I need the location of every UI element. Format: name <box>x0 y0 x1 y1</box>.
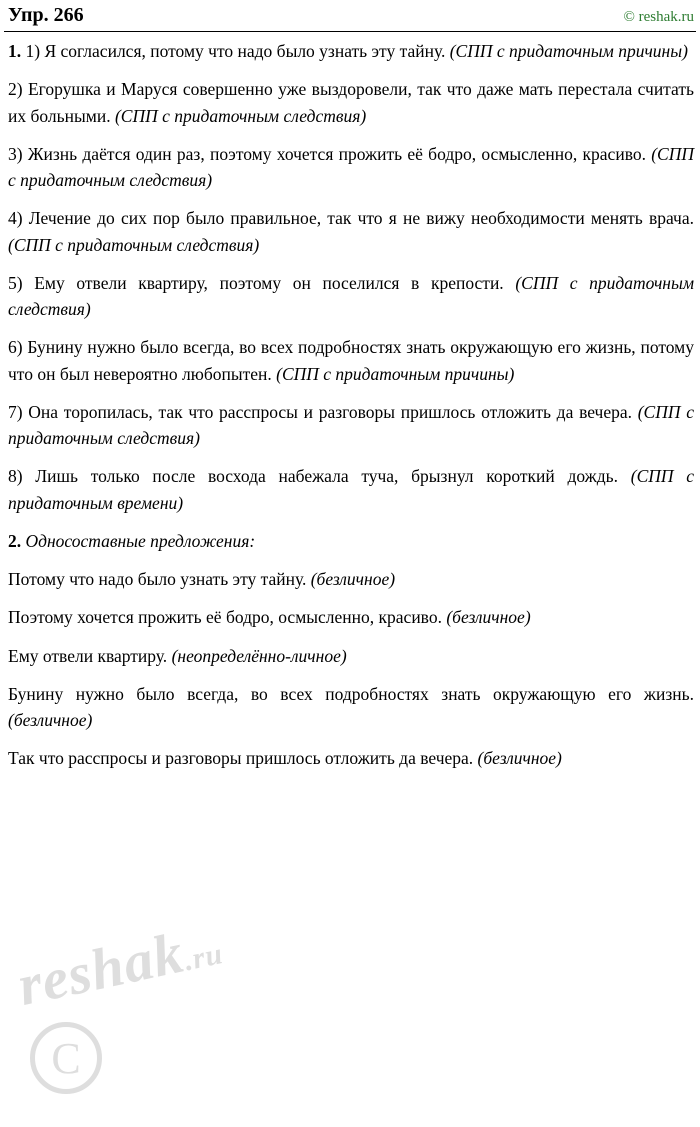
answer-item <box>8 463 694 516</box>
item-tag: (СПП с придаточным следствия) <box>8 234 260 255</box>
item-text: Я согласился, потому что надо было узнать эту тайну. <box>44 41 446 61</box>
item-label: 4) <box>8 208 23 229</box>
item-tag: (СПП с придаточным следствия) <box>8 272 694 319</box>
section-heading <box>8 528 694 554</box>
page-header <box>4 0 696 32</box>
watermark-suffix: .ru <box>181 937 227 978</box>
item-text: Она торопилась, так что расспросы и разговоры пришлось отложить да вечера. <box>28 401 633 422</box>
item-tag: (СПП с придаточным следствия) <box>8 401 694 448</box>
copyright-label: © reshak.ru <box>623 9 694 25</box>
item-text: Лишь только после восхода набежала туча, брызнул короткий дождь. <box>35 466 619 487</box>
section-title: Односоставные предложения: <box>25 530 256 551</box>
answer-item <box>8 270 694 323</box>
item-text: Потому что надо было узнать эту тайну. <box>8 569 307 589</box>
item-tag: (безличное) <box>8 710 93 730</box>
answer-item <box>8 141 694 194</box>
answer-item <box>8 38 694 64</box>
item-tag: (СПП с придаточным причины) <box>276 363 515 384</box>
item-text: Ему отвели квартиру. <box>8 645 168 666</box>
answer-item <box>8 566 694 592</box>
item-label: 3) <box>8 143 23 164</box>
answer-item <box>8 604 694 630</box>
item-label: 8) <box>8 466 23 487</box>
watermark-text <box>12 911 227 1019</box>
item-text: Поэтому хочется прожить её бодро, осмысленно, красиво. <box>8 607 442 628</box>
item-text: Жизнь даётся один раз, поэтому хочется прожить её бодро, осмысленно, красиво. <box>27 143 646 164</box>
answer-item <box>8 643 694 669</box>
item-text: Бунину нужно было всегда, во всех подробностях знать окружающую его жизнь. <box>8 683 694 704</box>
item-label: 6) <box>8 337 23 358</box>
item-label: 5) <box>8 272 23 293</box>
watermark-circle-letter: C <box>51 1033 81 1083</box>
watermark-circle-icon <box>30 1022 102 1094</box>
item-tag: (СПП с придаточным причины) <box>449 41 688 61</box>
item-tag: (безличное) <box>446 607 531 628</box>
item-text: Так что расспросы и разговоры пришлось отложить да вечера. <box>8 748 474 769</box>
item-label: 7) <box>8 401 23 422</box>
task-number: 2. <box>8 530 22 551</box>
answer-item <box>8 76 694 129</box>
item-tag: (СПП с придаточным следствия) <box>8 143 695 190</box>
item-text: Егорушка и Маруся совершенно уже выздоровели, так что даже мать перестала считать их больными. <box>8 79 694 126</box>
document-content <box>4 32 696 772</box>
answer-item <box>8 205 694 258</box>
item-label: 2) <box>8 79 23 100</box>
answer-item <box>8 745 694 771</box>
answer-item <box>8 681 694 734</box>
task-number: 1. <box>8 41 22 61</box>
answer-item <box>8 399 694 452</box>
page-title: Упр. 266 <box>8 4 84 26</box>
item-tag: (безличное) <box>477 748 562 769</box>
item-tag: (СПП с придаточным следствия) <box>114 105 367 126</box>
item-text: Ему отвели квартиру, поэтому он поселился в крепости. <box>34 272 504 293</box>
item-tag: (неопределённо-личное) <box>171 645 347 666</box>
watermark-brand: reshak <box>12 919 190 1019</box>
item-text: Лечение до сих пор было правильное, так что я не вижу необходимости менять врача. <box>28 208 694 229</box>
item-label: 1) <box>25 41 41 61</box>
item-tag: (безличное) <box>310 569 396 589</box>
item-tag: (СПП с придаточным времени) <box>8 466 695 513</box>
item-text: Бунину нужно было всегда, во всех подробностях знать окружающую его жизнь, потому что он был невероятно любопытен. <box>8 337 694 384</box>
answer-item <box>8 334 694 387</box>
